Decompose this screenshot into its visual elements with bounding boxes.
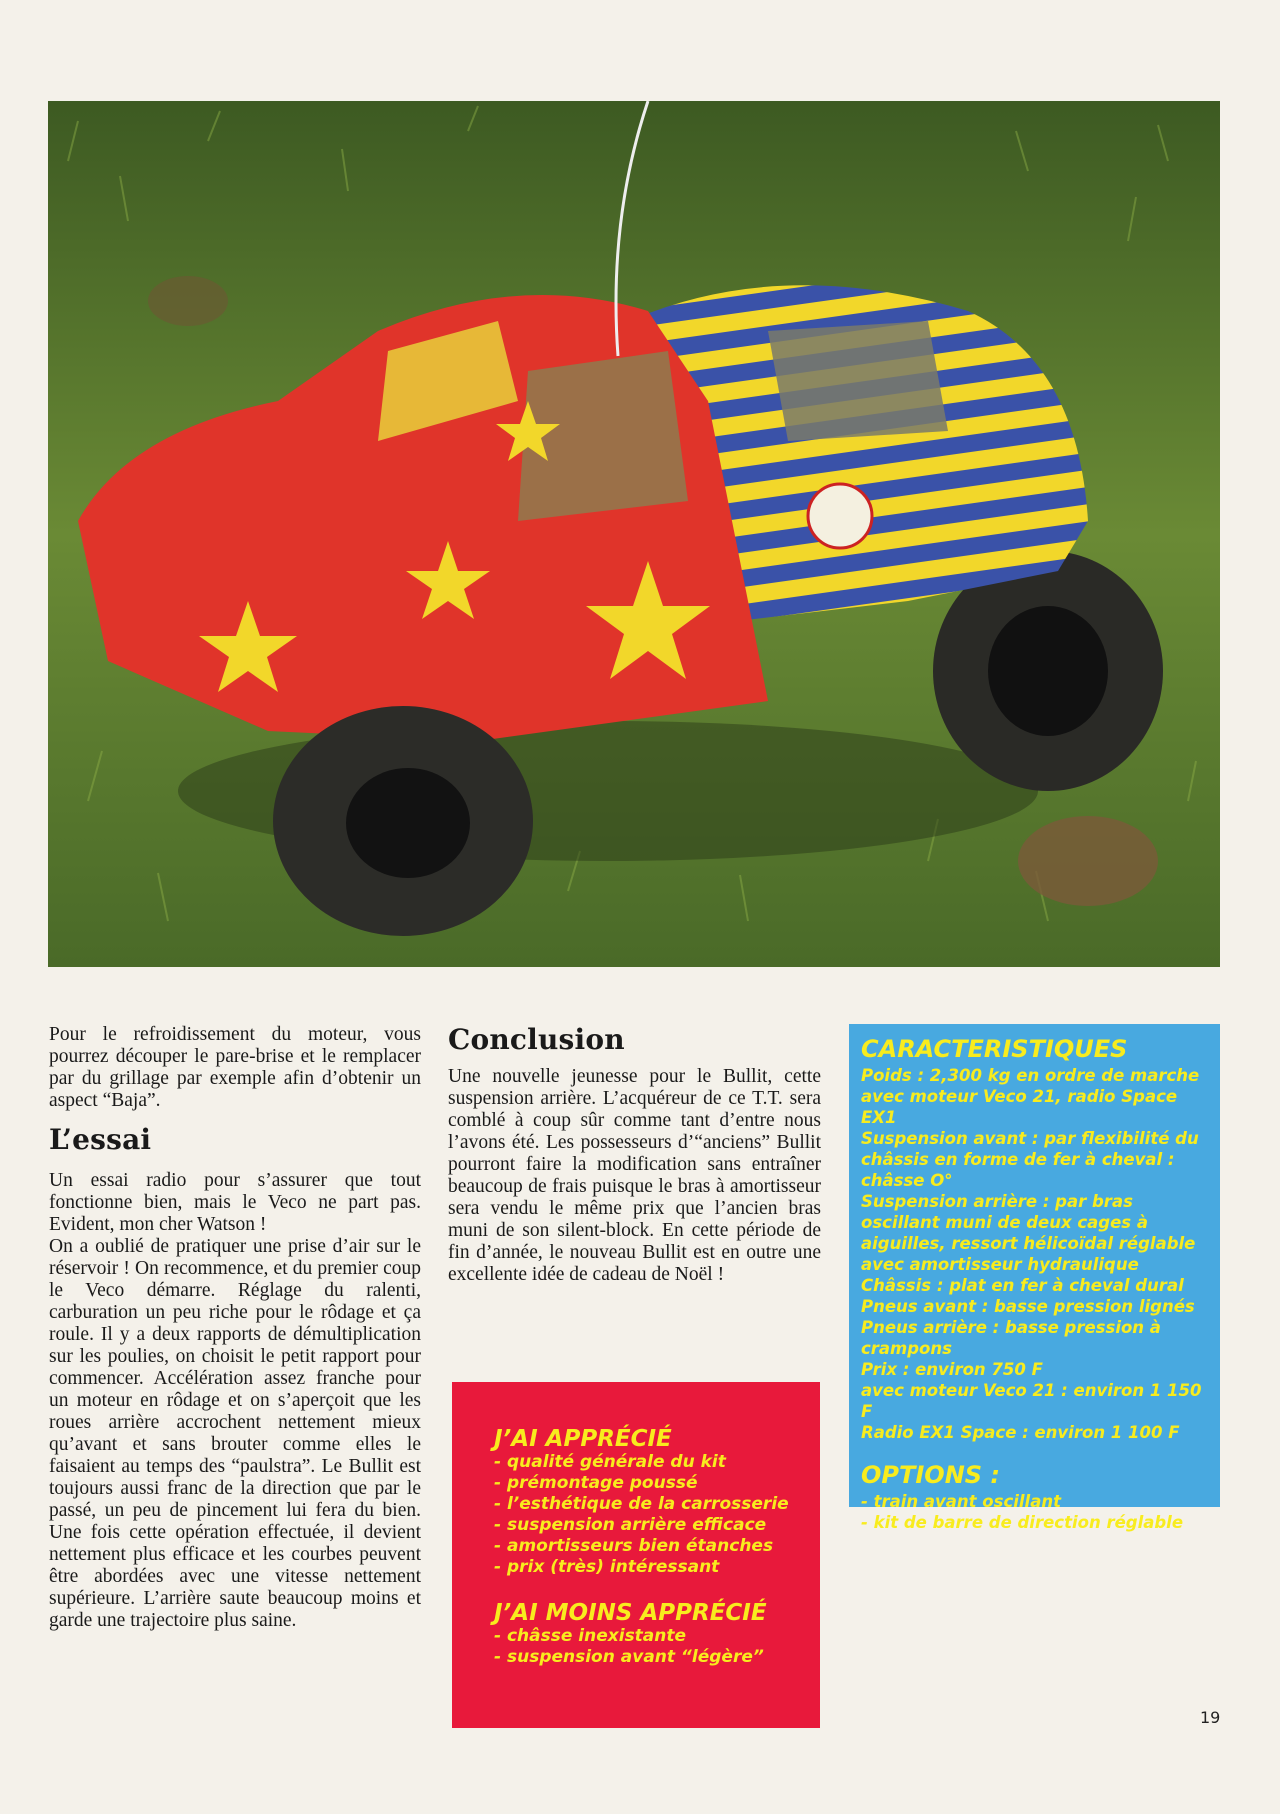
options-list	[861, 1491, 1210, 1533]
spec-item: Poids : 2,300 kg en ordre de marche avec moteur Veco 21, radio Space EX1	[861, 1066, 1200, 1127]
spec-item: avec moteur Veco 21 : environ 1 150 F	[861, 1381, 1202, 1421]
spec-item: Pneus avant : basse pression lignés	[861, 1297, 1195, 1316]
intro-paragraph: Pour le refroidissement du moteur, vous pourrez découper le pare-brise et le remplacer par du grillage par exemple afin d’obtenir un aspect “Baja”.	[49, 1024, 421, 1111]
disliked-list	[494, 1626, 800, 1668]
spec-item: Suspension avant : par flexibilité du châssis en forme de fer à cheval : châsse O°	[861, 1129, 1199, 1190]
specs-title: CARACTERISTIQUES	[861, 1035, 1128, 1063]
list-item: - qualité générale du kit	[494, 1452, 726, 1472]
list-item: - châsse inexistante	[494, 1626, 687, 1646]
liked-title: J’AI APPRÉCIÉ	[494, 1426, 672, 1452]
essai-paragraph-2: On a oublié de pratiquer une prise d’air sur le réservoir ! On recommence, et du premier coup le Veco démarre. Réglage du ralenti, carburation un peu riche pour le rôdage et ça roule. Il y a deux rapports de démultiplication sur les poulies, on choisit le petit rapport pour commencer. Accélération assez franche pour un moteur en rôdage et on s’aperçoit que les roues arrière accrochent nettement mieux qu’avant et sans brouter comme elles le faisaient au temps des “paulstra”. Le Bullit est toujours aussi franc de la direction que par le passé, un peu de pincement lui fera du bien. Une fois cette opération effectuée, il devient nettement plus efficace et les courbes peuvent être abordées avec une vitesse nettement supérieure. L’arrière saute beaucoup moins et garde une trajectoire plus saine.	[49, 1236, 421, 1631]
essai-heading: L’essai	[49, 1123, 152, 1156]
conclusion-heading: Conclusion	[448, 1023, 625, 1056]
spec-item: Prix : environ 750 F	[861, 1360, 1043, 1379]
rc-car-photo	[48, 101, 1220, 967]
rc-car-illustration	[48, 101, 1220, 967]
specs-list	[861, 1065, 1210, 1443]
list-item: - l’esthétique de la carrosserie	[494, 1494, 789, 1514]
disliked-title: J’AI MOINS APPRÉCIÉ	[494, 1600, 767, 1626]
specifications-box	[849, 1024, 1220, 1532]
spec-item: Châssis : plat en fer à cheval dural	[861, 1276, 1184, 1295]
list-item: - suspension arrière efficace	[494, 1515, 767, 1535]
appreciation-box	[452, 1382, 820, 1728]
spec-item: Pneus arrière : basse pression à crampons	[861, 1318, 1161, 1358]
list-item: - train avant oscillant	[861, 1492, 1061, 1511]
options-title: OPTIONS :	[861, 1461, 1001, 1489]
article-column-1	[49, 1024, 421, 1632]
page-number: 19	[1200, 1708, 1221, 1727]
list-item: - prix (très) intéressant	[494, 1557, 720, 1577]
list-item: - kit de barre de direction réglable	[861, 1513, 1184, 1532]
spec-item: Radio EX1 Space : environ 1 100 F	[861, 1423, 1180, 1442]
spec-item: Suspension arrière : par bras oscillant muni de deux cages à aiguilles, ressort hélicoïdal réglable avec amortisseur hydraulique	[861, 1192, 1196, 1274]
liked-list	[494, 1452, 800, 1578]
essai-paragraph-1: Un essai radio pour s’assurer que tout fonctionne bien, mais le Veco ne part pas. Evident, mon cher Watson !	[49, 1170, 421, 1235]
conclusion-paragraph: Une nouvelle jeunesse pour le Bullit, cette suspension arrière. L’acquéreur de ce T.T. sera comblé à coup sûr comme tant d’entre nous l’avons été. Les possesseurs d’“anciens” Bullit pourront faire la modification sans entraîner beaucoup de frais puisque le bras à amortisseur sera vendu le même prix que l’ancien bras muni de son silent-block. En cette période de fin d’année, le nouveau Bullit est en outre une excellente idée de cadeau de Noël !	[448, 1066, 821, 1285]
list-item: - prémontage poussé	[494, 1473, 698, 1493]
list-item: - amortisseurs bien étanches	[494, 1536, 774, 1556]
list-item: - suspension avant “légère”	[494, 1647, 764, 1667]
article-column-2	[448, 1024, 821, 1286]
